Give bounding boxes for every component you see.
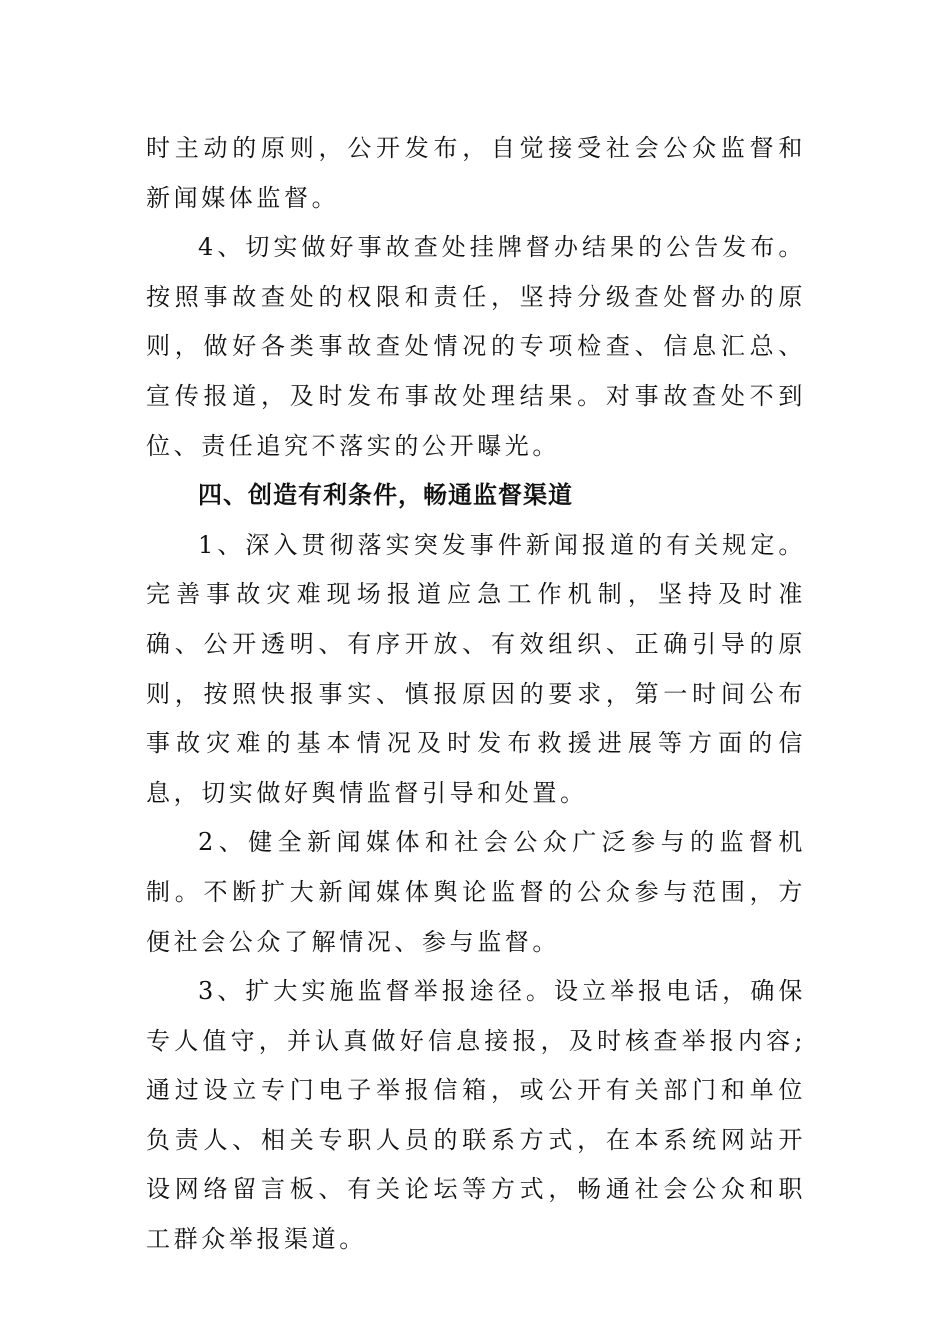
document-page <box>146 124 806 1265</box>
paragraph-section-item-3: 3、扩大实施监督举报途径。设立举报电话，确保专人值守，并认真做好信息接报，及时核查举报内容;通过设立专门电子举报信箱，或公开有关部门和单位负责人、相关专职人员的联系方式，在本系统网站开设网络留言板、有关论坛等方式，畅通社会公众和职工群众举报渠道。 <box>146 977 806 1254</box>
paragraph-section-item-2: 2、健全新闻媒体和社会公众广泛参与的监督机制。不断扩大新闻媒体舆论监督的公众参与范围，方便社会公众了解情况、参与监督。 <box>146 828 806 956</box>
section-heading: 四、创造有利条件，畅通监督渠道 <box>198 481 573 510</box>
paragraph-item-4: 4、切实做好事故查处挂牌督办结果的公告发布。按照事故查处的权限和责任，坚持分级查处督办的原则，做好各类事故查处情况的专项检查、信息汇总、宣传报道，及时发布事故处理结果。对事故查处不到位、责任追究不落实的公开曝光。 <box>146 233 806 460</box>
paragraph-continuation: 时主动的原则，公开发布，自觉接受社会公众监督和新闻媒体监督。 <box>146 134 806 212</box>
paragraph-section-item-1: 1、深入贯彻落实突发事件新闻报道的有关规定。完善事故灾难现场报道应急工作机制，坚持及时准确、公开透明、有序开放、有效组织、正确引导的原则，按照快报事实、慎报原因的要求，第一时间公布事故灾难的基本情况及时发布救援进展等方面的信息，切实做好舆情监督引导和处置。 <box>146 530 806 807</box>
